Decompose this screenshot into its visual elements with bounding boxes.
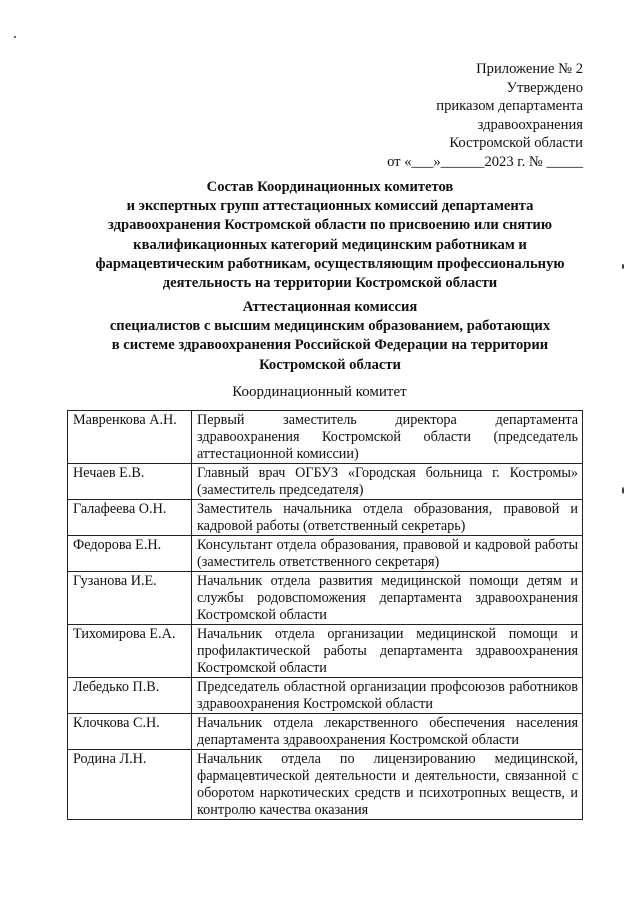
scan-speck [14,36,16,38]
table-row [68,464,583,500]
order-line-3: Костромской области [449,135,583,152]
table-row [68,625,583,678]
section-subtitle: Координационный комитет [232,384,407,400]
order-date-number: от «___»______2023 г. № _____ [387,153,583,170]
member-name: Клочкова С.Н. [68,714,192,750]
member-role: Начальник отдела организации медицинской помощи и профилактической работы департамента здравоохранения Костромской области [192,625,583,678]
approved-label: Утверждено [506,79,583,96]
table-row [68,536,583,572]
commission-line: в системе здравоохранения Российской Федерации на территории [111,337,549,354]
table-row [68,750,583,820]
title-line: фармацевтическим работникам, осуществляющим профессиональную [95,255,565,272]
member-name: Мавренкова А.Н. [68,411,192,464]
title-line: квалификационных категорий медицинским работникам и [133,236,527,253]
commission-line: специалистов с высшим медицинским образованием, работающих [109,318,551,335]
member-role: Главный врач ОГБУЗ «Городская больница г. Костромы» (заместитель председателя) [192,464,583,500]
title-line: здравоохранения Костромской области по присвоению или снятию [108,217,552,234]
member-name: Гузанова И.Е. [68,572,192,625]
title-line: деятельность на территории Костромской области [162,275,498,292]
title-line: Состав Координационных комитетов [206,179,454,195]
member-name: Лебедько П.В. [68,678,192,714]
table-row [68,678,583,714]
member-role: Председатель областной организации профсоюзов работников здравоохранения Костромской области [192,678,583,714]
member-role: Начальник отдела развития медицинской помощи детям и службы родовспоможения департамента здравоохранения Костромской области [192,572,583,625]
table-row [68,500,583,536]
member-name: Родина Л.Н. [68,750,192,820]
approval-block [387,60,583,172]
commission-line: Аттестационная комиссия [242,299,418,315]
member-role: Консультант отдела образования, правовой и кадровой работы (заместитель ответственного секретаря) [192,536,583,572]
title-line: и экспертных групп аттестационных комиссий департамента [126,198,534,215]
order-line-2: здравоохранения [477,116,583,133]
member-name: Нечаев Е.В. [68,464,192,500]
order-line-1: приказом департамента [436,98,583,115]
appendix-number: Приложение № 2 [476,61,583,77]
member-role: Начальник отдела по лицензированию медицинской, фармацевтической деятельности и деятельности, связанной с оборотом наркотических средств и психотропных веществ, и контролю качества оказания [192,750,583,820]
table-row [68,572,583,625]
member-role: Начальник отдела лекарственного обеспечения населения департамента здравоохранения Костромской области [192,714,583,750]
commission-heading [80,298,580,375]
member-name: Федорова Е.Н. [68,536,192,572]
scan-speck [622,264,624,269]
committee-table [67,410,583,820]
scan-speck [622,487,624,494]
table-row [68,411,583,464]
member-name: Тихомирова Е.А. [68,625,192,678]
member-role: Заместитель начальника отдела образования, правовой и кадровой работы (ответственный секретарь) [192,500,583,536]
member-role: Первый заместитель директора департамента здравоохранения Костромской области (председатель аттестационной комиссии) [192,411,583,464]
table-row [68,714,583,750]
member-name: Галафеева О.Н. [68,500,192,536]
commission-line: Костромской области [259,356,401,373]
document-title [80,178,580,293]
